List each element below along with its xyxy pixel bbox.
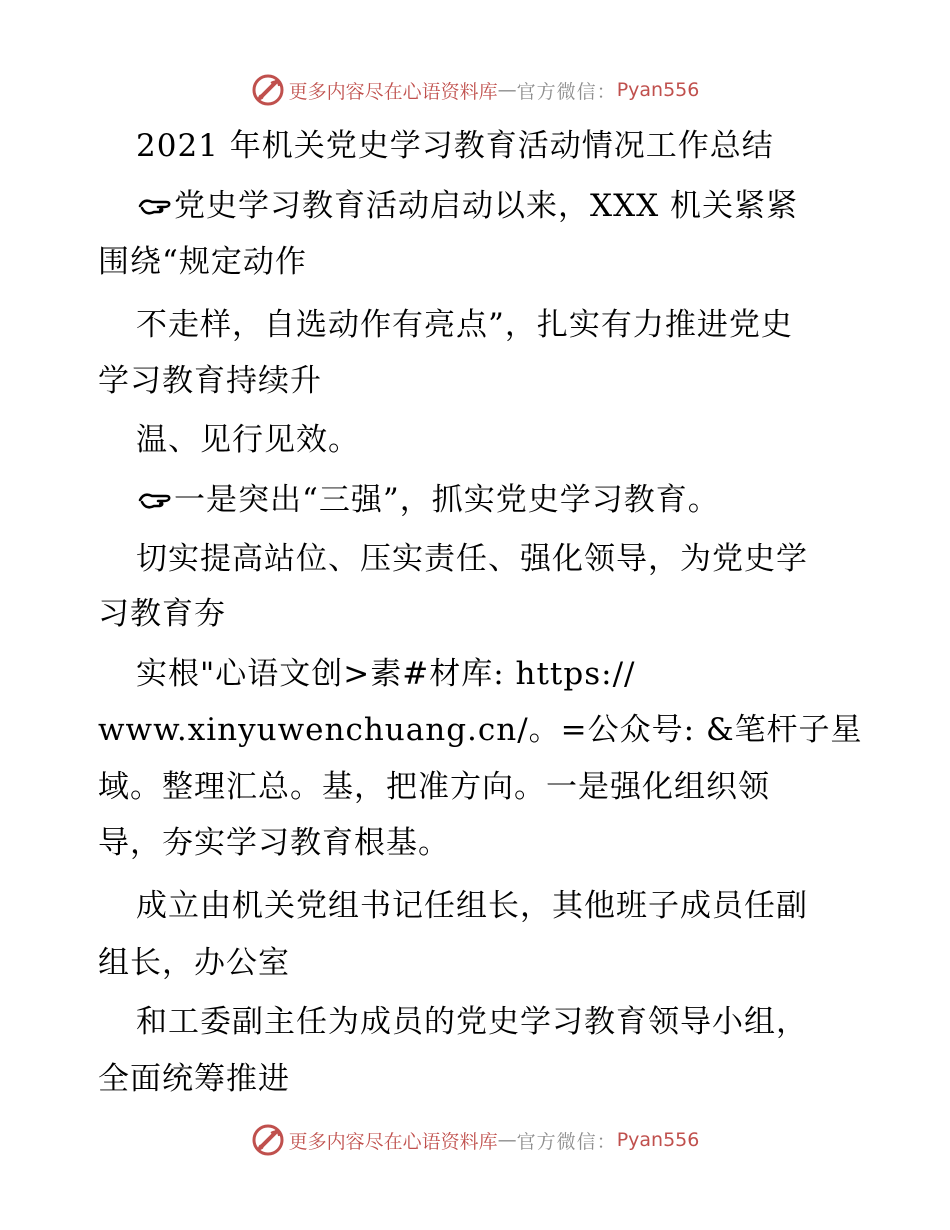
brush-pen-logo-icon <box>251 1123 285 1157</box>
paragraph-line: 和工委副主任为成员的党史学习教育领导小组， <box>136 1004 808 1040</box>
paragraph-line: 学习教育持续升 <box>98 363 322 399</box>
paragraph-line: 切实提高站位、压实责任、强化领导，为党史学 <box>136 541 808 577</box>
paragraph-line: 成立由机关党组书记任组长，其他班子成员任副 <box>136 888 808 924</box>
banner-site-text: 更多内容尽在心语资料库 <box>288 80 498 103</box>
brush-pen-logo-icon <box>251 73 285 107</box>
paragraph-line: 域。整理汇总。基，把准方向。一是强化组织领 <box>98 769 770 805</box>
banner-wechat-label: 官方微信： <box>516 80 617 103</box>
paragraph-line: 不走样，自选动作有亮点”，扎实有力推进党史 <box>136 307 793 343</box>
paragraph-line: 导，夯实学习教育根基。 <box>98 825 450 861</box>
paragraph-line: 实根"心语文创>素#材库: https:// <box>136 656 636 692</box>
footer-banner <box>0 1120 950 1160</box>
banner-separator: — <box>497 79 517 101</box>
banner-separator: — <box>497 1129 517 1151</box>
paragraph-line <box>136 186 950 226</box>
document-title: 2021 年机关党史学习教育活动情况工作总结 <box>136 128 774 164</box>
paragraph-line: 习教育夯 <box>98 596 226 632</box>
header-banner <box>0 70 950 110</box>
paragraph-line: 围绕“规定动作 <box>98 244 307 280</box>
paragraph-line: 全面统筹推进 <box>98 1061 290 1097</box>
banner-wechat-id: Pyan556 <box>616 1129 700 1151</box>
paragraph-text: 党史学习教育活动启动以来，XXX 机关紧紧 <box>174 188 799 224</box>
banner-wechat-label: 官方微信： <box>516 1130 617 1153</box>
paragraph-line: www.xinyuwenchuang.cn/。=公众号: &笔杆子星 <box>98 712 863 748</box>
banner-site-text: 更多内容尽在心语资料库 <box>288 1130 498 1153</box>
paragraph-line: 组长，办公室 <box>98 945 290 981</box>
hand-pointing-bullet-icon <box>136 484 174 514</box>
banner-wechat-id: Pyan556 <box>616 79 700 101</box>
paragraph-line <box>136 480 950 520</box>
paragraph-line: 温、见行见效。 <box>136 422 360 458</box>
hand-pointing-bullet-icon <box>136 190 174 220</box>
paragraph-text: 一是突出“三强”，抓实党史学习教育。 <box>174 482 720 518</box>
